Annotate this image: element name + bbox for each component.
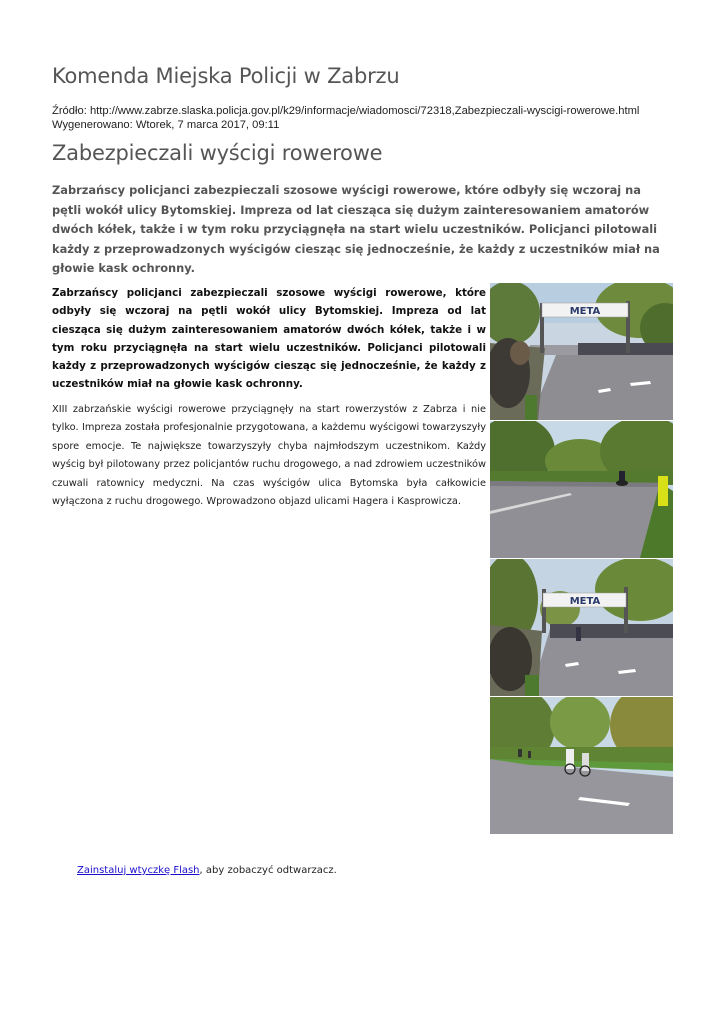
generated-value: Wtorek, 7 marca 2017, 09:11 — [135, 119, 280, 131]
generated-line — [52, 118, 674, 132]
document-meta — [52, 104, 674, 132]
photo-finish-line-2 — [490, 559, 673, 696]
article-body: XIII zabrzańskie wyścigi rowerowe przyciągnęły na start rowerzystów z Zabrza i nie tylko. Impreza została profesjonalnie przygotowana, a każdemu wyścigowi towarzyszyły spore emocje. Te największe towarzyszyły chyba najmłodszym uczestnikom. Każdy wyścig był pilotowany przez policjantów ruchu drogowego, a nad zdrowiem uczestników czuwali ratownicy medyczni. Na czas wyścigów ulica Bytomska była całkowicie wyłączona z ruchu drogowego. Wprowadzono objazd ulicami Hagera i Kasprowicza. — [52, 404, 486, 508]
article-intro-bold: Zabrzańscy policjanci zabezpieczali szosowe wyścigi rowerowe, które odbyły się wczoraj na pętli wokół ulicy Bytomskiej. Impreza od lat ciesząca się dużym zainteresowaniem amatorów dwóch kółek, także i w tym roku przyciągnęła na start wielu uczestników. Policjanci pilotowali każdy z przeprowadzonych wyścigów ciesząc się jednocześnie, że każdy z uczestników miał na głowie kask ochronny. — [52, 287, 486, 391]
photo-road-motorcycle — [490, 421, 673, 558]
article-lead: Zabrzańscy policjanci zabezpieczali szosowe wyścigi rowerowe, które odbyły się wczoraj na pętli wokół ulicy Bytomskiej. Impreza od lat ciesząca się dużym zainteresowaniem amatorów dwóch kółek, także i w tym roku przyciągnęła na start wielu uczestników. Policjanci pilotowali każdy z przeprowadzonych wyścigów ciesząc się jednocześnie, że każdy z uczestników miał na głowie kask ochronny. — [52, 183, 660, 276]
source-url: http://www.zabrze.slaska.policja.gov.pl/k29/informacje/wiadomosci/72318,Zabezpieczali-wyscigi-rowerowe.html — [89, 105, 640, 117]
site-title: Komenda Miejska Policji w Zabrzu — [52, 64, 400, 88]
photo-finish-line-1 — [490, 283, 673, 420]
source-label: Źródło: — [52, 105, 87, 117]
source-line — [52, 104, 674, 118]
photo-gallery — [490, 283, 673, 835]
photo-banner-text: META — [569, 306, 601, 317]
photo-cyclists-racing — [490, 697, 673, 834]
article-title: Zabezpieczali wyścigi rowerowe — [52, 141, 383, 165]
generated-label: Wygenerowano: — [52, 119, 133, 131]
photo-banner-text-2: META — [569, 596, 601, 607]
flash-notice — [77, 865, 337, 876]
install-flash-link[interactable]: Zainstaluj wtyczkę Flash — [77, 865, 200, 876]
flash-notice-suffix: , aby zobaczyć odtwarzacz. — [199, 865, 337, 876]
